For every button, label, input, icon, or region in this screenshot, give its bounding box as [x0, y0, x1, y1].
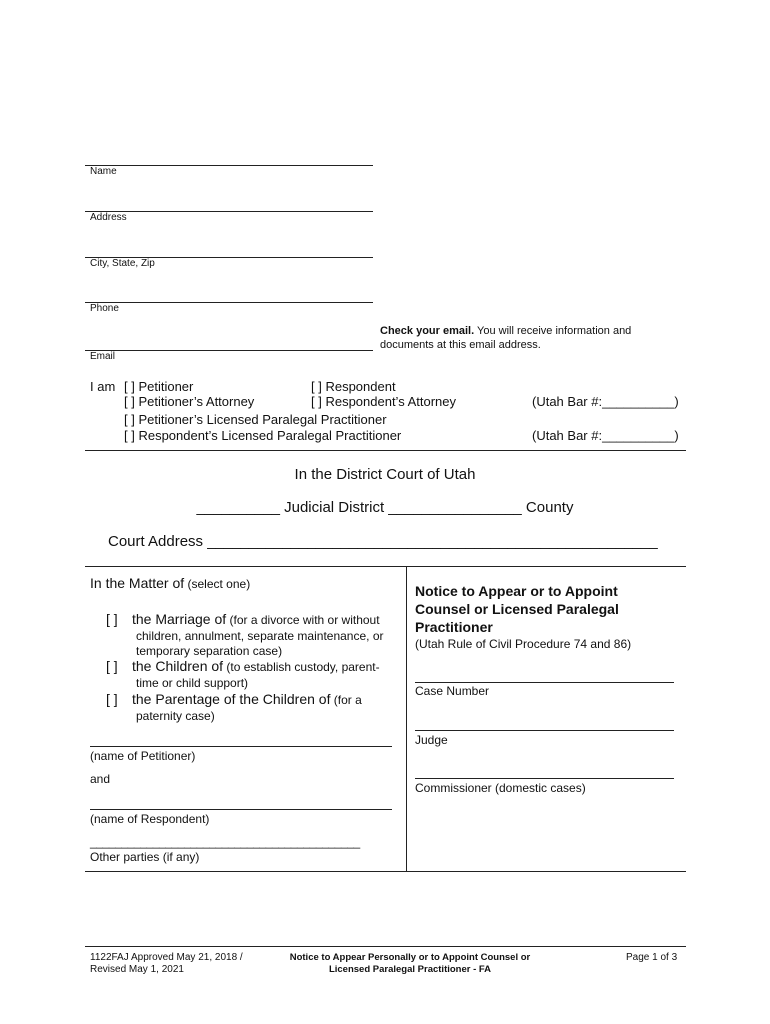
opt1-small-a: (for a divorce with or without	[226, 613, 380, 627]
opt1-checkbox[interactable]: [ ]	[106, 611, 118, 627]
commissioner-label: Commissioner (domestic cases)	[415, 781, 586, 795]
phone-label: Phone	[90, 303, 119, 314]
footer-left-2: Revised May 1, 2021	[90, 964, 184, 975]
divider-top	[85, 450, 686, 451]
footer-center-2: Licensed Paralegal Practitioner - FA	[328, 964, 492, 975]
commissioner-line[interactable]	[415, 778, 674, 779]
opt2-small-a: (to establish custody, parent-	[223, 660, 380, 674]
utah-bar-field-2[interactable]: (Utah Bar #:__________)	[532, 428, 679, 443]
judge-line[interactable]	[415, 730, 674, 731]
footer-left-1: 1122FAJ Approved May 21, 2018 /	[90, 952, 243, 963]
petitioner-attorney-checkbox[interactable]: [ ] Petitioner’s Attorney	[124, 394, 255, 409]
email-line[interactable]	[85, 350, 373, 351]
phone-line[interactable]	[85, 302, 373, 303]
opt2-text	[132, 658, 380, 676]
petitioner-lpp-checkbox[interactable]: [ ] Petitioner’s Licensed Paralegal Practitioner	[124, 412, 387, 427]
opt3-text	[132, 691, 362, 709]
other-parties-line[interactable]: ___________________________________________	[90, 835, 360, 849]
case-number-line[interactable]	[415, 682, 674, 683]
page-number: Page 1 of 3	[626, 952, 678, 963]
email-note-bold: Check your email.	[380, 325, 475, 337]
respondent-name-line[interactable]	[90, 809, 392, 810]
opt3-checkbox[interactable]: [ ]	[106, 691, 118, 707]
matter-heading-small: (select one)	[184, 577, 251, 591]
opt1-small-b: children, annulment, separate maintenance, or	[136, 629, 384, 643]
caption-bottom-line	[85, 871, 686, 872]
email-note-rest-2: documents at this email address.	[380, 339, 541, 351]
matter-heading-large: In the Matter of	[90, 575, 185, 591]
judge-label: Judge	[415, 733, 448, 747]
name-line[interactable]	[85, 165, 373, 166]
notice-title-2: Counsel or Licensed Paralegal	[415, 601, 619, 617]
matter-heading	[90, 575, 250, 593]
other-parties-label: Other parties (if any)	[90, 850, 200, 864]
opt2-checkbox[interactable]: [ ]	[106, 658, 118, 674]
judicial-district-line[interactable]: __________ Judicial District ________________ County	[196, 499, 574, 516]
case-number-label: Case Number	[415, 684, 490, 698]
court-address-line[interactable]: Court Address ______________________________________________________	[108, 533, 658, 550]
notice-title-3: Practitioner	[415, 619, 493, 635]
i-am-label: I am	[90, 379, 116, 394]
respondent-attorney-checkbox[interactable]: [ ] Respondent’s Attorney	[311, 394, 457, 409]
opt2-small-b: time or child support)	[136, 676, 249, 690]
name-label: Name	[90, 166, 117, 177]
opt2-large: the Children of	[132, 658, 224, 674]
opt1-text	[132, 611, 380, 629]
and-label: and	[90, 772, 111, 786]
caption-divider	[406, 566, 407, 871]
caption-top-line	[85, 566, 686, 567]
court-title: In the District Court of Utah	[294, 466, 476, 483]
petitioner-name-line[interactable]	[90, 746, 392, 747]
footer-center-1: Notice to Appear Personally or to Appoint Counsel or	[289, 952, 531, 963]
notice-rule: (Utah Rule of Civil Procedure 74 and 86)	[415, 637, 632, 651]
respondent-lpp-checkbox[interactable]: [ ] Respondent’s Licensed Paralegal Practitioner	[124, 428, 402, 443]
footer-center	[260, 952, 560, 976]
respondent-name-label: (name of Respondent)	[90, 812, 210, 826]
address-line[interactable]	[85, 211, 373, 212]
opt1-large: the Marriage of	[132, 611, 227, 627]
footer-line	[85, 946, 686, 947]
footer-left	[90, 952, 243, 976]
address-label: Address	[90, 212, 127, 223]
notice-title-1: Notice to Appear or to Appoint	[415, 583, 618, 599]
city-label: City, State, Zip	[90, 258, 155, 269]
email-note-rest-1: You will receive information and	[474, 325, 632, 337]
opt3-small-b: paternity case)	[136, 709, 215, 723]
opt3-small-a: (for a	[330, 693, 362, 707]
opt3-large: the Parentage of the Children of	[132, 691, 331, 707]
email-label: Email	[90, 351, 116, 362]
petitioner-name-label: (name of Petitioner)	[90, 749, 196, 763]
email-note	[380, 324, 631, 352]
petitioner-checkbox[interactable]: [ ] Petitioner	[124, 379, 194, 394]
utah-bar-field-1[interactable]: (Utah Bar #:__________)	[532, 394, 679, 409]
opt1-small-c: temporary separation case)	[136, 644, 283, 658]
respondent-checkbox[interactable]: [ ] Respondent	[311, 379, 396, 394]
